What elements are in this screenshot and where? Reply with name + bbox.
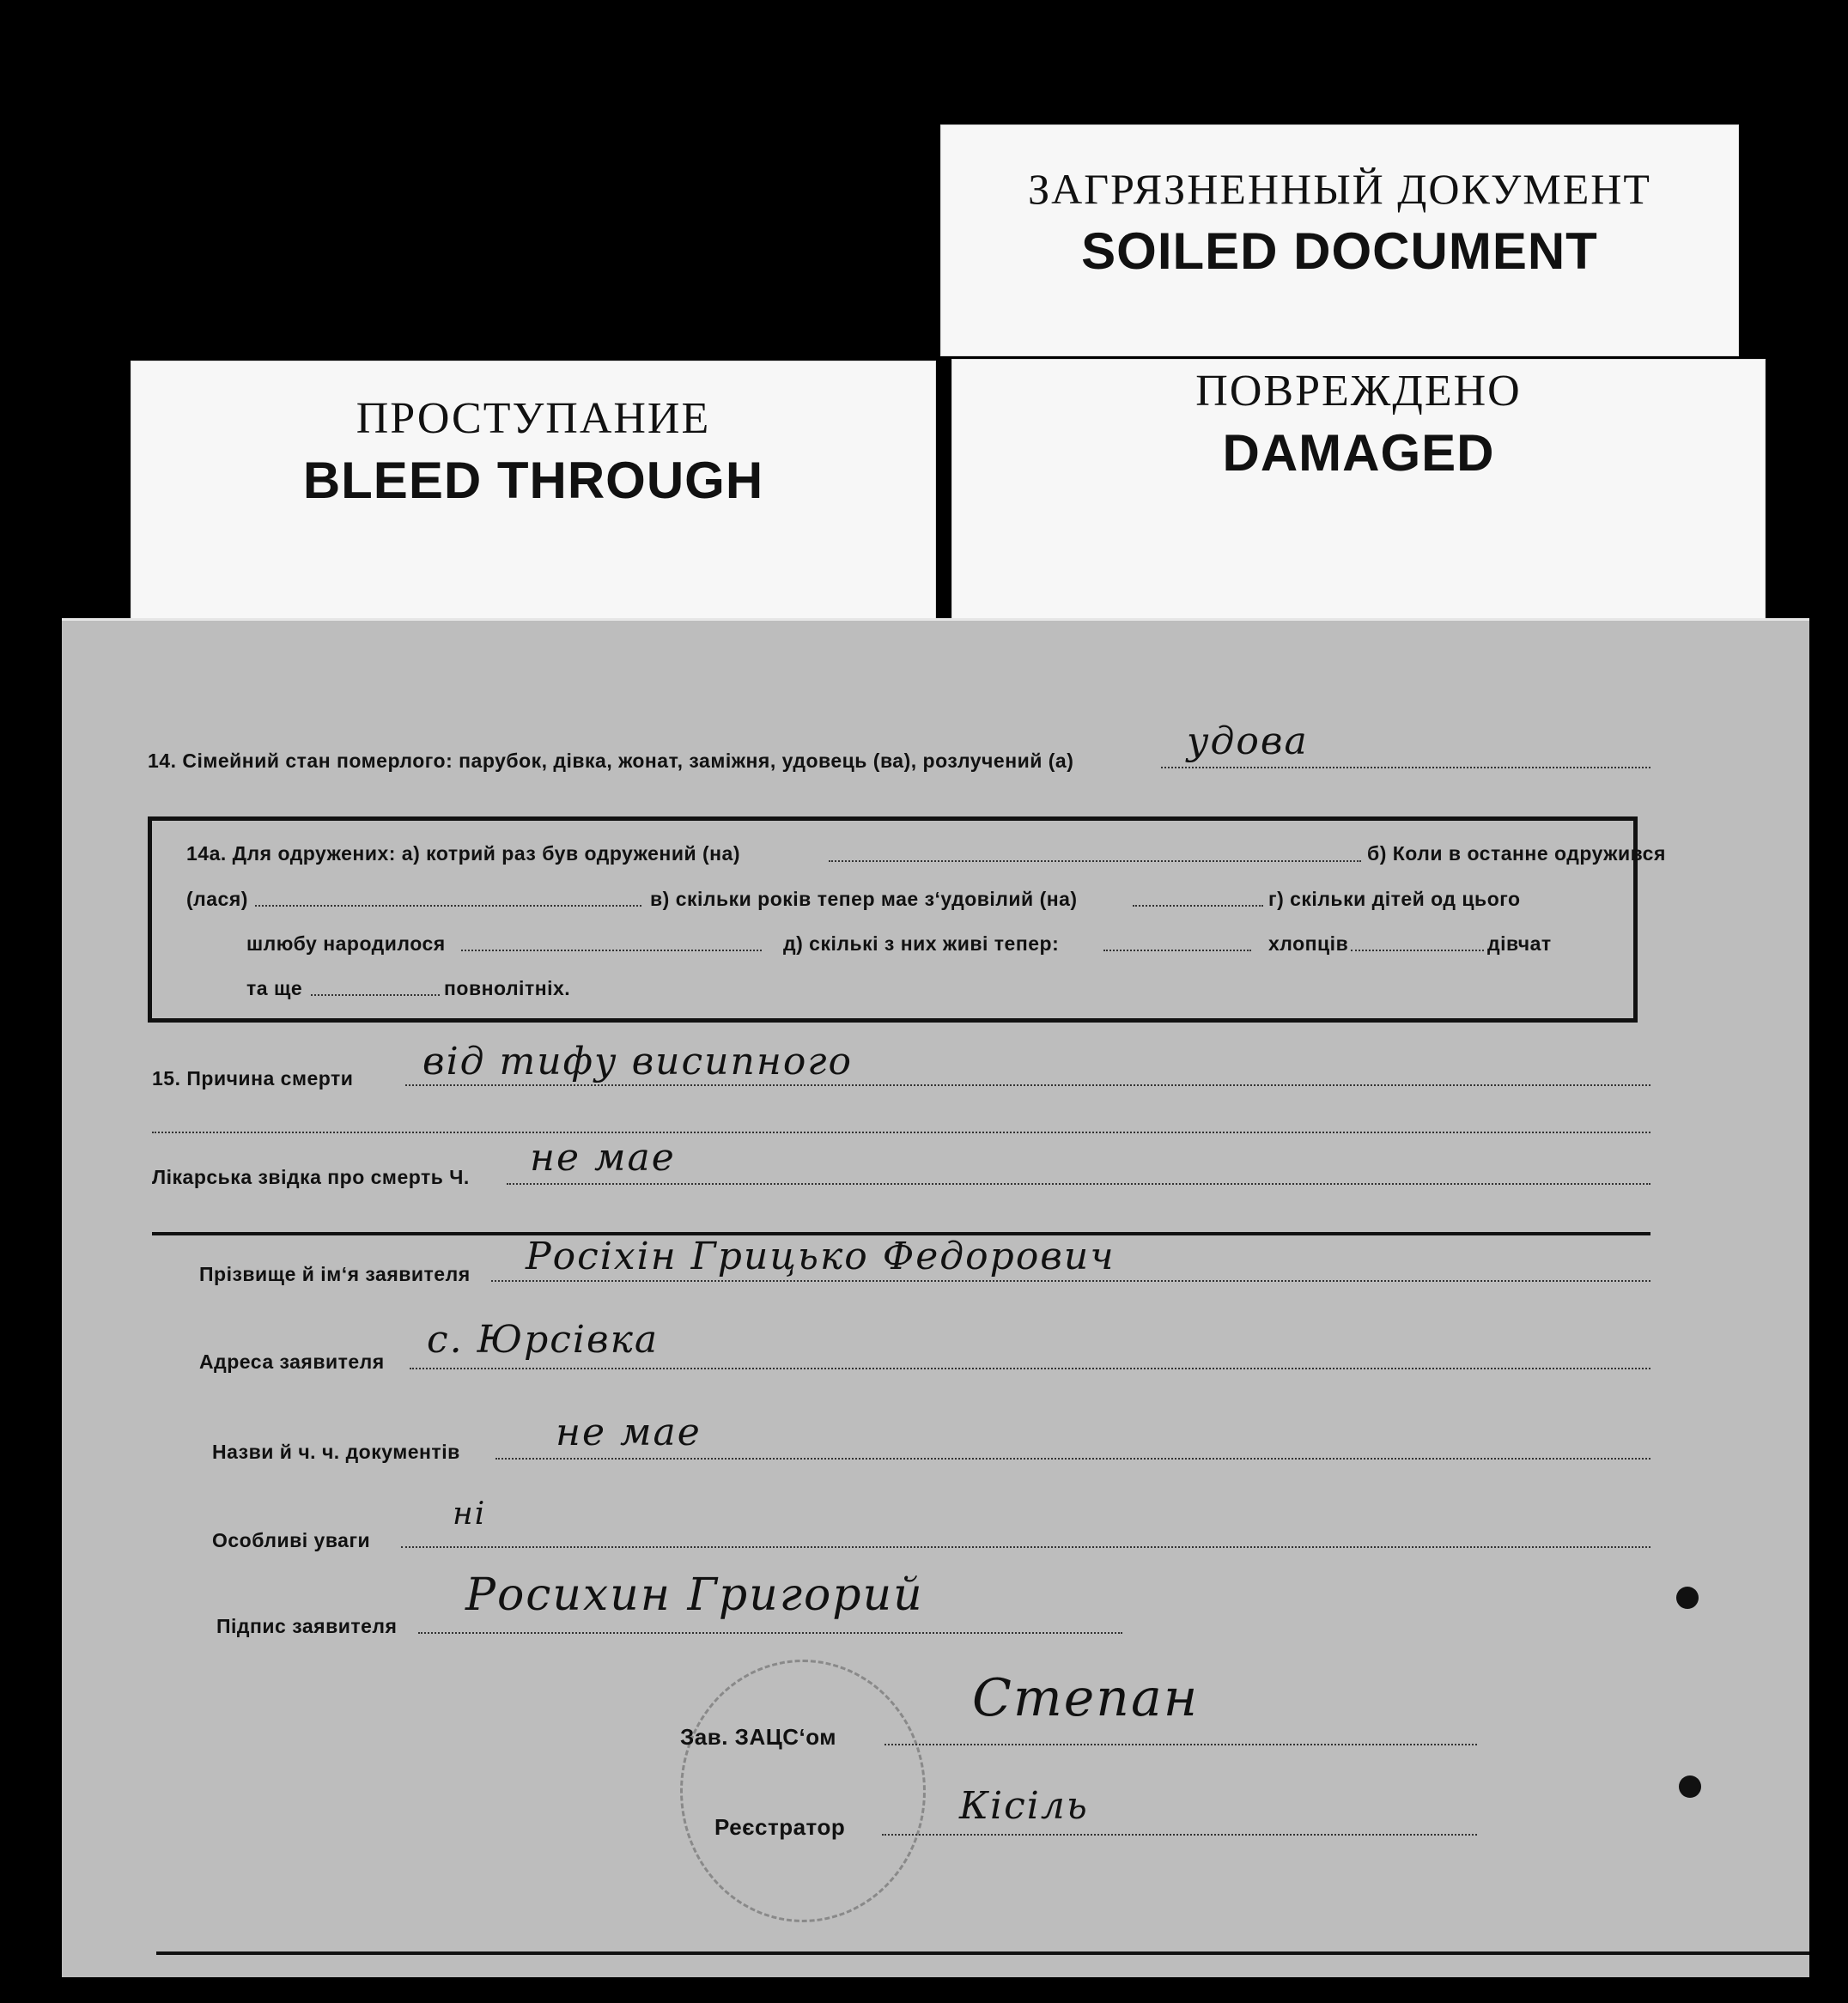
notes-value: ні [453, 1496, 487, 1532]
head-zags-line [884, 1744, 1477, 1745]
damaged-label-ru: ПОВРЕЖДЕНО [1195, 367, 1522, 416]
years-widowed-label: в) скільки років тепер мае з‘удовілий (на) [650, 888, 1078, 910]
last-married-line [255, 905, 641, 907]
applicant-signature-label: Підпис заявителя [216, 1615, 398, 1637]
death-record-form [62, 618, 1809, 1977]
cause-of-death-line-2 [152, 1132, 1650, 1133]
times-married-line [829, 860, 1361, 862]
times-married-label: 14а. Для одружених: а) котрий раз був одружений (на) [186, 842, 740, 865]
bleed-through-card [131, 361, 936, 635]
cause-of-death-line [405, 1084, 1650, 1086]
last-married-label: б) Коли в останне одружився [1367, 842, 1666, 865]
punch-hole [1676, 1587, 1699, 1609]
bottom-rule [156, 1951, 1809, 1955]
punch-hole [1679, 1775, 1701, 1798]
bleed-label-ru: ПРОСТУПАНИЕ [356, 394, 711, 443]
medical-cert-line [507, 1183, 1650, 1185]
documents-label: Назви й ч. ч. документів [212, 1441, 460, 1463]
children-alive-line [1103, 950, 1251, 951]
last-married-suffix: (лася) [186, 888, 248, 910]
soiled-document-card [940, 124, 1739, 356]
registrar-signature: Кісіль [959, 1784, 1089, 1828]
years-widowed-line [1133, 905, 1263, 907]
applicant-name-line [491, 1280, 1650, 1282]
registrar-label: Реєстратор [714, 1814, 846, 1840]
children-born-label: шлюбу народилося [246, 932, 446, 955]
soiled-label-ru: ЗАГРЯЗНЕННЫЙ ДОКУМЕНТ [1028, 165, 1651, 213]
cause-of-death-label: 15. Причина смерти [152, 1067, 354, 1090]
documents-value: не мае [556, 1411, 702, 1454]
head-zags-signature: Степан [972, 1668, 1200, 1728]
bleed-label-en: BLEED THROUGH [302, 452, 764, 509]
boys-line [1351, 950, 1484, 951]
applicant-name-value: Росіхін Грицько Федорович [526, 1235, 1115, 1278]
children-born-line [461, 950, 762, 951]
medical-cert-label: Лікарська звідка про смерть Ч. [152, 1166, 470, 1188]
applicant-address-value: с. Юрсівка [427, 1318, 660, 1362]
applicant-name-label: Прізвище й ім‘я заявителя [199, 1263, 471, 1285]
damaged-label-en: DAMAGED [1222, 424, 1495, 482]
notes-label: Особливі уваги [212, 1529, 371, 1551]
adults-line [311, 994, 440, 996]
damaged-card [951, 359, 1766, 634]
notes-line [401, 1546, 1650, 1548]
applicant-address-line [410, 1368, 1650, 1369]
medical-cert-value: не мае [530, 1136, 676, 1180]
applicant-address-label: Адреса заявителя [199, 1351, 385, 1373]
head-zags-label: Зав. ЗАЦС‘ом [680, 1724, 837, 1750]
official-stamp [680, 1660, 926, 1922]
cause-of-death-value: від тифу висипного [422, 1040, 854, 1083]
applicant-signature-line [418, 1632, 1122, 1634]
boys-label: хлопців [1268, 932, 1349, 955]
children-alive-label: д) скількі з них живі тепер: [783, 932, 1060, 955]
married-details-box [148, 816, 1666, 1023]
marital-status-line [1161, 767, 1650, 768]
registrar-line [882, 1834, 1477, 1836]
applicant-signature: Росихин Григорий [465, 1569, 924, 1621]
soiled-label-en: SOILED DOCUMENT [1081, 222, 1598, 280]
documents-line [495, 1458, 1650, 1460]
adults-prefix: та ще [246, 977, 303, 999]
marital-status-label: 14. Сімейний стан померлого: парубок, дівка, жонат, заміжня, удовець (ва), розлучений (а) [148, 750, 1074, 772]
children-count-label: г) скільки дітей од цього [1268, 888, 1521, 910]
marital-status-value: удова [1187, 719, 1309, 763]
girls-label: дівчат [1487, 932, 1552, 955]
adults-label: повнолітніх. [444, 977, 571, 999]
